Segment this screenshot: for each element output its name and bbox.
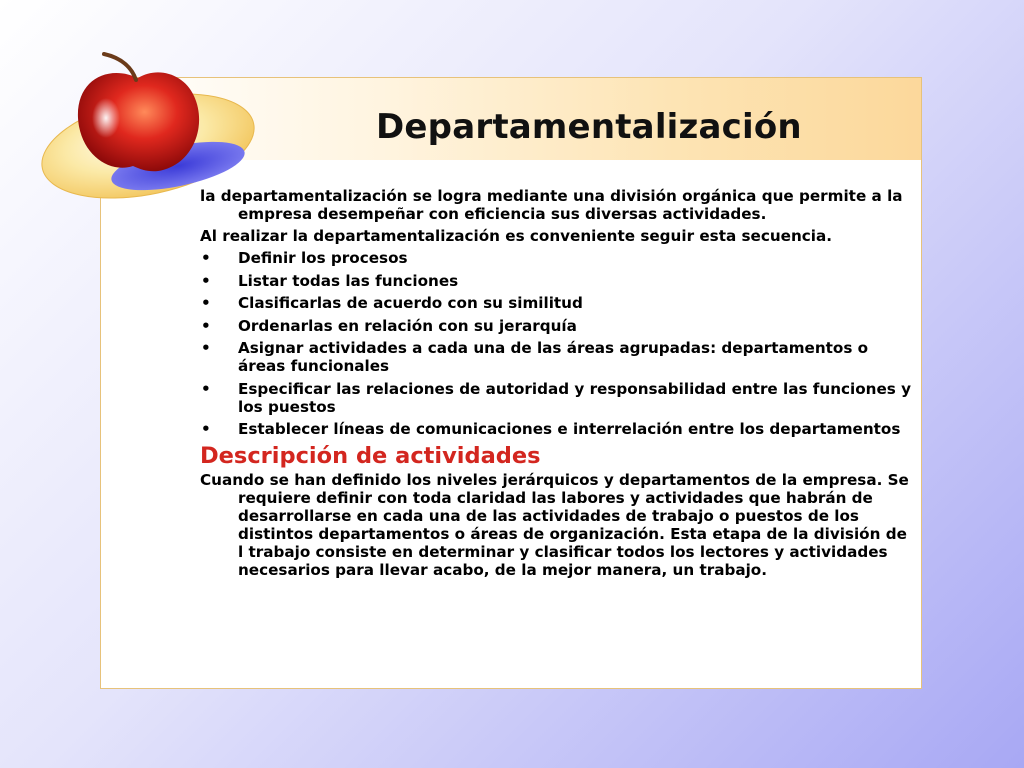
bullet-dot: • bbox=[201, 249, 211, 267]
bullet-item bbox=[200, 249, 912, 267]
bullet-item bbox=[200, 420, 912, 438]
intro-paragraph: la departamentalización se logra mediante una división orgánica que permite a la empresa desempeñar con eficiencia sus diversas actividades. bbox=[200, 187, 903, 223]
bullet-dot: • bbox=[201, 316, 211, 335]
apple-highlight bbox=[92, 98, 120, 138]
bullet-dot: • bbox=[201, 271, 211, 290]
sequence-intro: Al realizar la departamentalización es conveniente seguir esta secuencia. bbox=[200, 227, 832, 245]
bullet-dot: • bbox=[201, 294, 211, 312]
bullet-item bbox=[200, 294, 912, 312]
bullet-item bbox=[200, 272, 912, 290]
bullet-text: Clasificarlas de acuerdo con su similitud bbox=[238, 294, 583, 312]
slide-content bbox=[200, 187, 912, 583]
bullet-text: Definir los procesos bbox=[238, 249, 408, 267]
section-subheading: Descripción de actividades bbox=[200, 442, 541, 469]
apple-icon bbox=[38, 48, 268, 208]
description-paragraph: Cuando se han definido los niveles jerárquicos y departamentos de la empresa. Se requiere definir con toda claridad las labores y actividades que habrán de desarrollarse en cada una de las actividades de trabajo o puestos de los distintos departamentos o áreas de organización. Esta etapa de la división de l trabajo consiste en determinar y clasificar todos los lectores y actividades necesarios para llevar acabo, de la mejor manera, un trabajo. bbox=[200, 470, 909, 579]
bullet-text: Ordenarlas en relación con su jerarquía bbox=[238, 316, 577, 335]
bullet-dot: • bbox=[201, 339, 211, 357]
bullet-list bbox=[200, 249, 912, 438]
bullet-text: Listar todas las funciones bbox=[238, 271, 459, 290]
bullet-dot: • bbox=[201, 379, 211, 398]
bullet-item bbox=[200, 380, 912, 416]
bullet-dot: • bbox=[201, 420, 211, 438]
bullet-item bbox=[200, 317, 912, 335]
bullet-text: Especificar las relaciones de autoridad y responsabilidad entre las funciones y los puestos bbox=[238, 379, 912, 416]
bullet-text: Asignar actividades a cada una de las áreas agrupadas: departamentos o áreas funcionales bbox=[238, 339, 869, 375]
slide-title: Departamentalización bbox=[376, 107, 802, 147]
bullet-item bbox=[200, 339, 912, 375]
bullet-text: Establecer líneas de comunicaciones e interrelación entre los departamentos bbox=[238, 420, 901, 438]
